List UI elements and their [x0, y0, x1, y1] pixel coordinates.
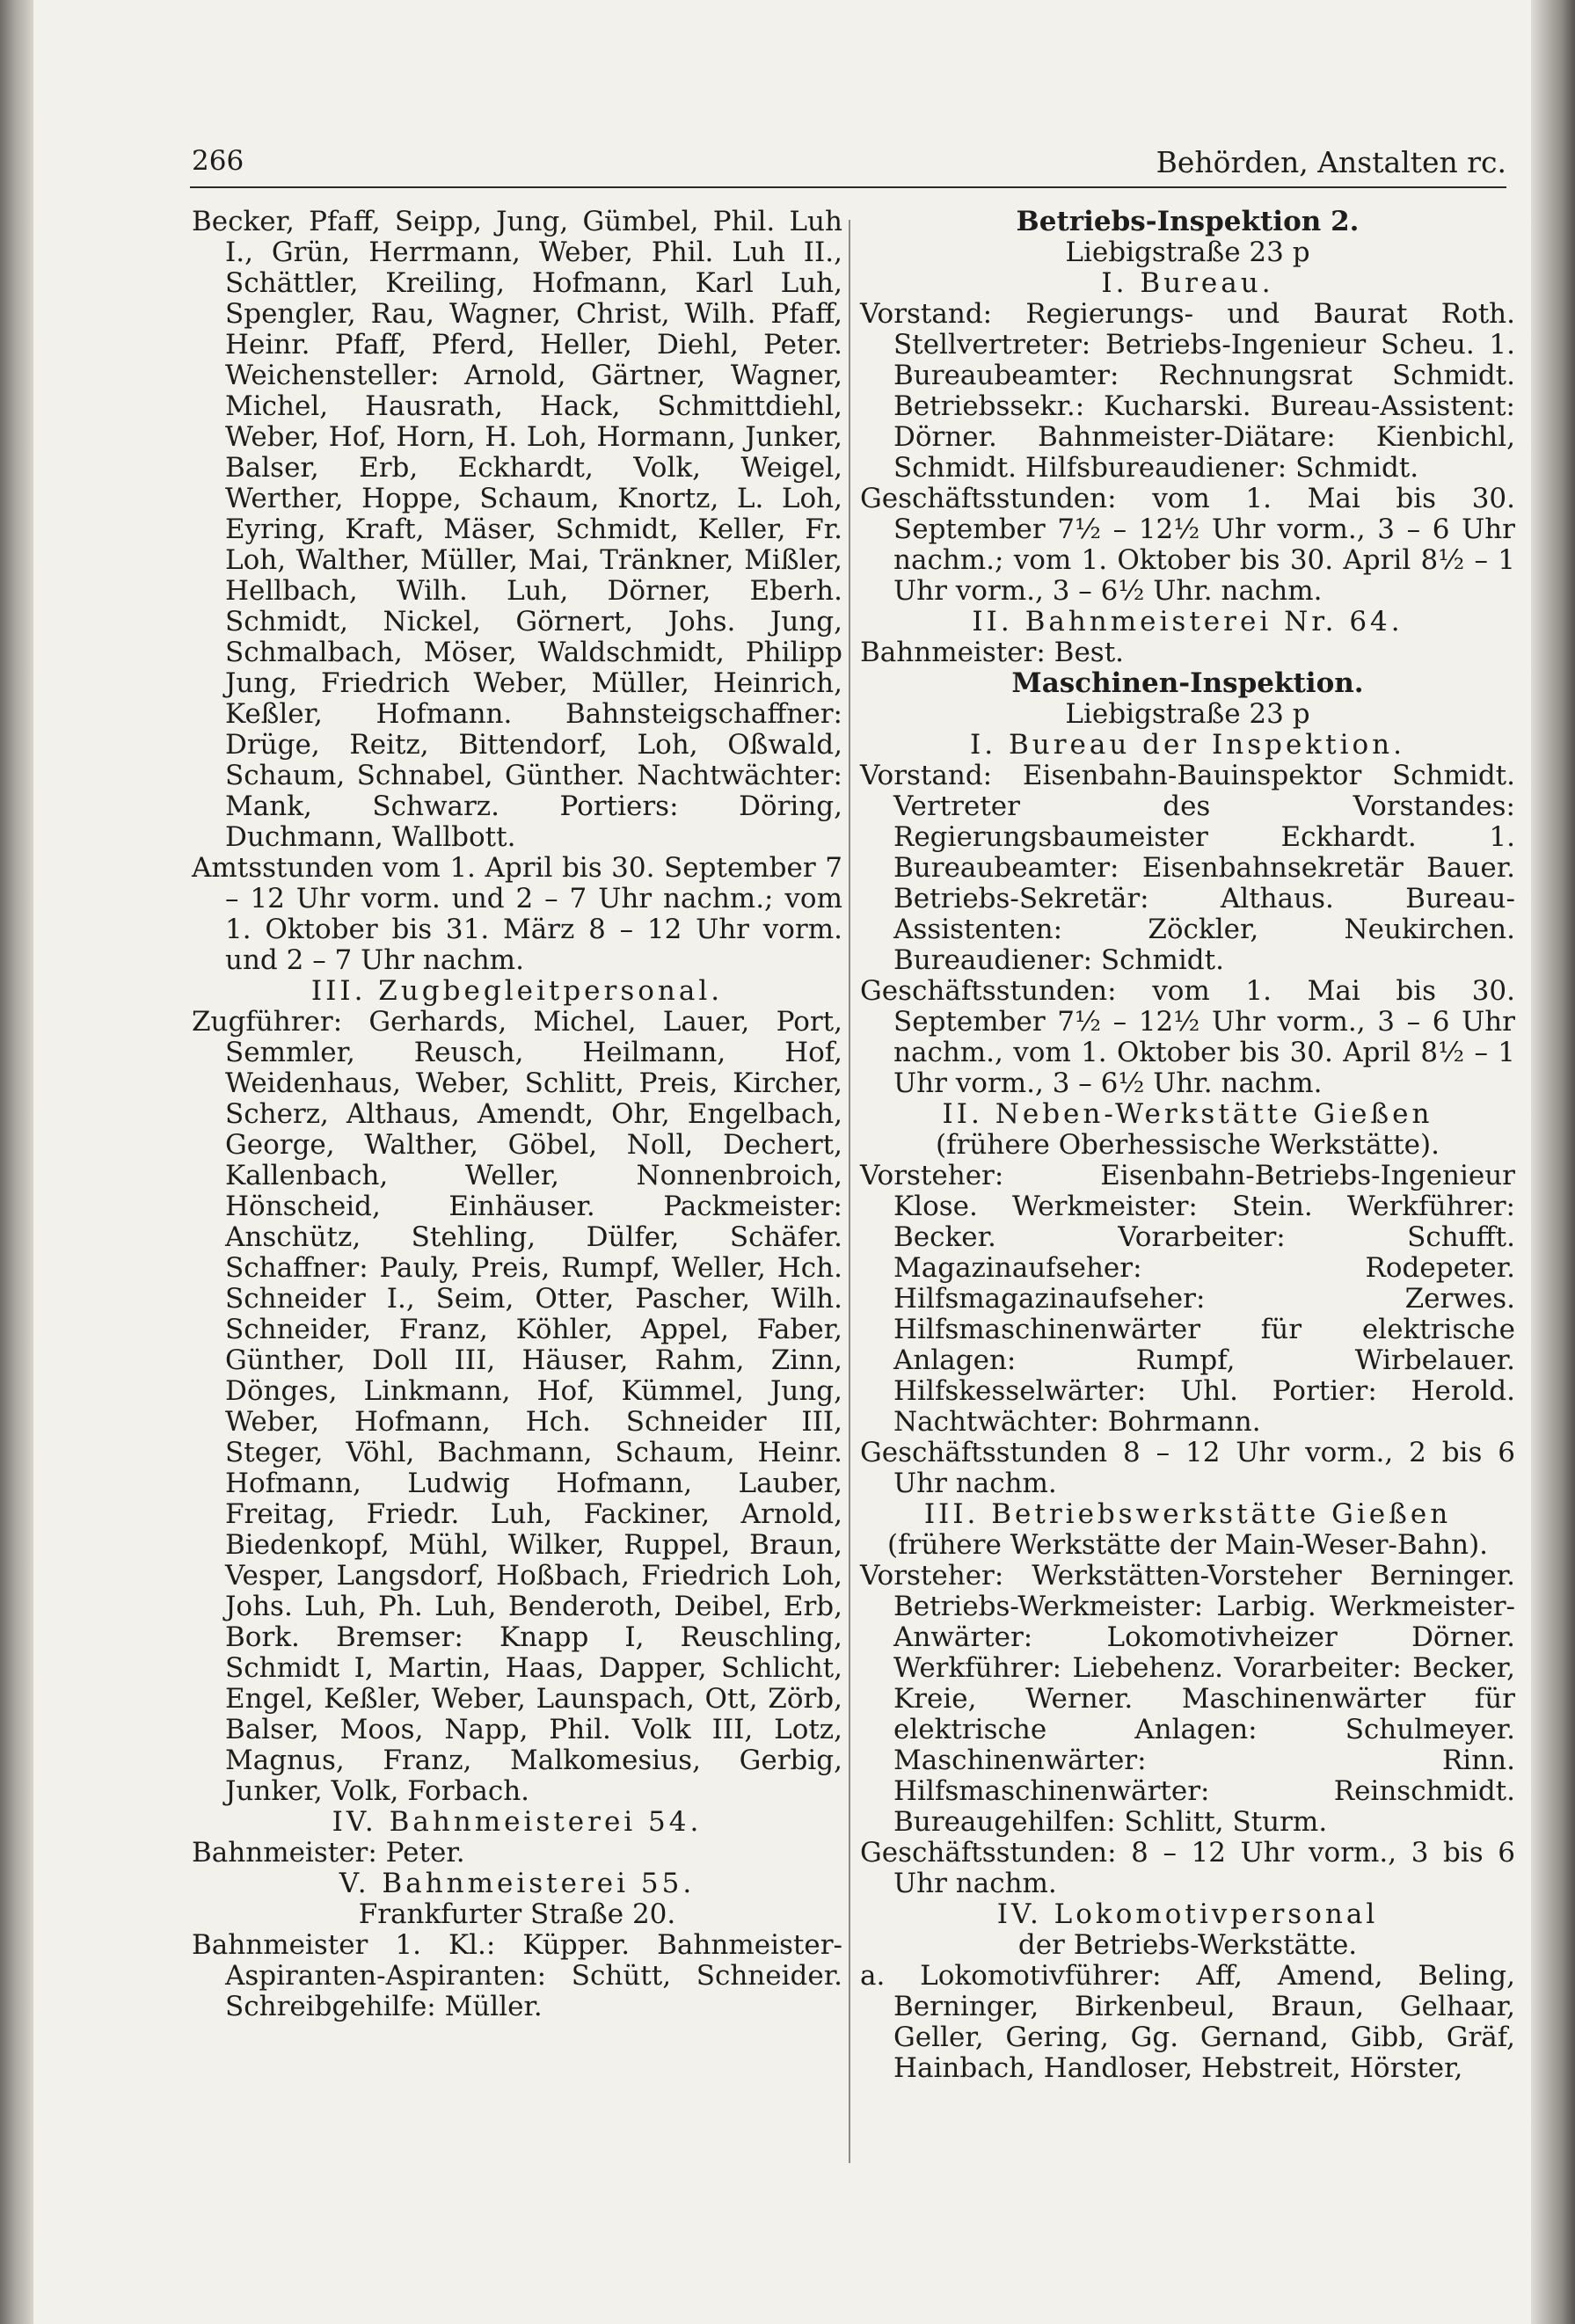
section-heading-bahnmeisterei-54: IV. Bahnmeisterei 54.	[332, 1806, 703, 1838]
section-heading-lokomotivpersonal: IV. Lokomotivpersonal	[996, 1898, 1379, 1930]
section-heading-bureau-der-inspektion: I. Bureau der Inspektion.	[970, 729, 1405, 761]
title-maschinen-inspektion: Maschinen-Inspektion.	[1011, 667, 1364, 699]
running-head: Behörden, Anstalten rc.	[1156, 145, 1506, 179]
header-rule	[190, 186, 1506, 188]
bahnmeister-64-paragraph: Bahnmeister: Best.	[860, 637, 1125, 668]
book-binding-shadow	[0, 0, 33, 2324]
page-number: 266	[192, 145, 244, 177]
neben-werkstaette-staff-paragraph: Vorsteher: Eisenbahn-Betriebs-Ingenieur Klose. Werkmeister: Stein. Werkführer: Becker. Vorarbeiter: Schufft. Magazinaufseher: Rodepeter. Hilfsmagazinaufseher: Zerwes. Hilfsmaschinenwärter für elektrische Anlagen: Rumpf, Wirbelauer. Hilfskesselwärter: Uhl. Portier: Herold. Nachtwächter: Bohrmann.	[860, 1160, 1515, 1438]
train-staff-paragraph: Zugführer: Gerhards, Michel, Lauer, Port, Semmler, Reusch, Heilmann, Hof, Weidenhaus, Weber, Schlitt, Preis, Kircher, Scherz, Althaus, Amendt, Ohr, Engelbach, George, Walther, Göbel, Noll, Dechert, Kallenbach, Weller, Nonnenbroich, Hönscheid, Einhäuser. Packmeister: Anschütz, Stehling, Dülfer, Schäfer. Schaffner: Pauly, Preis, Rumpf, Weller, Hch. Schneider I., Seim, Otter, Pascher, Wilh. Schneider, Franz, Köhler, Appel, Faber, Günther, Doll III, Häuser, Rahm, Zinn, Dönges, Linkmann, Hof, Kümmel, Jung, Weber, Hofmann, Hch. Schneider III, Steger, Vöhl, Bachmann, Schaum, Heinr. Hofmann, Ludwig Hofmann, Lauber, Freitag, Friedr. Luh, Fackiner, Arnold, Biedenkopf, Mühl, Wilker, Ruppel, Braun, Vesper, Langsdorf, Hoßbach, Friedrich Loh, Johs. Luh, Ph. Luh, Benderoth, Deibel, Erb, Bork. Bremser: Knapp I, Reuschling, Schmidt I, Martin, Haas, Dapper, Schlicht, Engel, Keßler, Weber, Launspach, Ott, Zörb, Balser, Moos, Napp, Phil. Volk III, Lotz, Magnus, Franz, Malkomesius, Gerbig, Junker, Volk, Forbach.	[192, 1006, 842, 1807]
bahnmeisterei-55-address: Frankfurter Straße 20.	[358, 1898, 676, 1930]
betriebswerkstaette-staff-paragraph: Vorsteher: Werkstätten-Vorsteher Berninger. Betriebs-Werkmeister: Larbig. Werkmeister-Anwärter: Lokomotivheizer Dörner. Werkführer: Liebehenz. Vorarbeiter: Becker, Kreie, Werner. Maschinenwärter für elektrische Anlagen: Schulmeyer. Maschinenwärter: Rinn. Hilfsmaschinenwärter: Reinschmidt. Bureaugehilfen: Schlitt, Sturm.	[860, 1560, 1515, 1838]
betriebs-inspektion-address: Liebigstraße 23 p	[1065, 237, 1310, 268]
section-heading-bahnmeisterei-64: II. Bahnmeisterei Nr. 64.	[972, 606, 1404, 637]
betriebswerkstaette-hours-paragraph: Geschäftsstunden: 8 – 12 Uhr vorm., 3 bis 6 Uhr nachm.	[860, 1837, 1515, 1899]
neben-werkstaette-hours-paragraph: Geschäftsstunden 8 – 12 Uhr vorm., 2 bis 6 Uhr nachm.	[860, 1437, 1515, 1499]
staff-list-paragraph: Becker, Pfaff, Seipp, Jung, Gümbel, Phil. Luh I., Grün, Herrmann, Weber, Phil. Luh II., Schättler, Kreiling, Hofmann, Karl Luh, Spengler, Rau, Wagner, Christ, Wilh. Pfaff, Heinr. Pfaff, Pferd, Heller, Diehl, Peter. Weichensteller: Arnold, Gärtner, Wagner, Michel, Hausrath, Hack, Schmittdiehl, Weber, Hof, Horn, H. Loh, Hormann, Junker, Balser, Erb, Eckhardt, Volk, Weigel, Werther, Hoppe, Schaum, Knortz, L. Loh, Eyring, Kraft, Mäser, Schmidt, Keller, Fr. Loh, Walther, Müller, Mai, Tränkner, Mißler, Hellbach, Wilh. Luh, Dörner, Eberh. Schmidt, Nickel, Görnert, Johs. Jung, Schmalbach, Möser, Waldschmidt, Philipp Jung, Friedrich Weber, Müller, Heinrich, Keßler, Hofmann. Bahnsteigschaffner: Drüge, Reitz, Bittendorf, Loh, Oßwald, Schaum, Schnabel, Günther. Nachtwächter: Mank, Schwarz. Portiers: Döring, Duchmann, Wallbott.	[192, 206, 842, 853]
section-heading-betriebswerkstaette: III. Betriebswerkstätte Gießen	[923, 1498, 1452, 1530]
book-page	[33, 0, 1531, 2324]
bureau-staff-paragraph: Vorstand: Regierungs- und Baurat Roth. Stellvertreter: Betriebs-Ingenieur Scheu. 1. Bureaubeamter: Rechnungsrat Schmidt. Betriebssekr.: Kucharski. Bureau-Assistent: Dörner. Bahnmeister-Diätare: Kienbichl, Schmidt. Hilfsbureaudiener: Schmidt.	[860, 298, 1515, 484]
column-divider	[849, 220, 850, 2163]
section-heading-neben-werkstaette: II. Neben-Werkstätte Gießen	[942, 1098, 1433, 1130]
bahnmeister-55-paragraph: Bahnmeister 1. Kl.: Küpper. Bahnmeister-Aspiranten-Aspiranten: Schütt, Schneider. Schreibgehilfe: Müller.	[192, 1929, 842, 2022]
section-heading-bahnmeisterei-55: V. Bahnmeisterei 55.	[339, 1868, 696, 1899]
title-betriebs-inspektion: Betriebs-Inspektion 2.	[1016, 206, 1360, 237]
bahnmeister-54-paragraph: Bahnmeister: Peter.	[192, 1837, 465, 1869]
section-heading-bureau: I. Bureau.	[1101, 267, 1274, 299]
left-column	[192, 207, 842, 2022]
inspektion-hours-paragraph: Geschäftsstunden: vom 1. Mai bis 30. September 7½ – 12½ Uhr vorm., 3 – 6 Uhr nachm., vom 1. Oktober bis 30. April 8½ – 1 Uhr vorm., 3 – 6½ Uhr. nachm.	[860, 975, 1515, 1099]
betriebswerkstaette-subtitle: (frühere Werkstätte der Main-Weser-Bahn).	[886, 1529, 1489, 1561]
page-fore-edge	[1531, 0, 1575, 2324]
lokomotivpersonal-subtitle: der Betriebs-Werkstätte.	[1017, 1929, 1358, 1961]
maschinen-inspektion-address: Liebigstraße 23 p	[1065, 698, 1310, 730]
inspektion-staff-paragraph: Vorstand: Eisenbahn-Bauinspektor Schmidt. Vertreter des Vorstandes: Regierungsbaumeister Eckhardt. 1. Bureaubeamter: Eisenbahnsekretär Bauer. Betriebs-Sekretär: Althaus. Bureau-Assistenten: Zöckler, Neukirchen. Bureaudiener: Schmidt.	[860, 760, 1515, 976]
lokomotivfuehrer-paragraph: a. Lokomotivführer: Aff, Amend, Beling, Berninger, Birkenbeul, Braun, Gelhaar, Geller, Gering, Gg. Gernand, Gibb, Gräf, Hainbach, Handloser, Hebstreit, Hörster,	[860, 1960, 1515, 2084]
bureau-hours-paragraph: Geschäftsstunden: vom 1. Mai bis 30. September 7½ – 12½ Uhr vorm., 3 – 6 Uhr nachm.; vom 1. Oktober bis 30. April 8½ – 1 Uhr vorm., 3 – 6½ Uhr. nachm.	[860, 483, 1515, 607]
office-hours-paragraph: Amtsstunden vom 1. April bis 30. September 7 – 12 Uhr vorm. und 2 – 7 Uhr nachm.; vom 1. Oktober bis 31. März 8 – 12 Uhr vorm. und 2 – 7 Uhr nachm.	[192, 852, 842, 976]
neben-werkstaette-subtitle: (frühere Oberhessische Werkstätte).	[936, 1129, 1440, 1161]
right-column	[860, 207, 1515, 2084]
page-header	[192, 145, 1506, 189]
section-heading-zugbegleitpersonal: III. Zugbegleitpersonal.	[310, 975, 724, 1007]
